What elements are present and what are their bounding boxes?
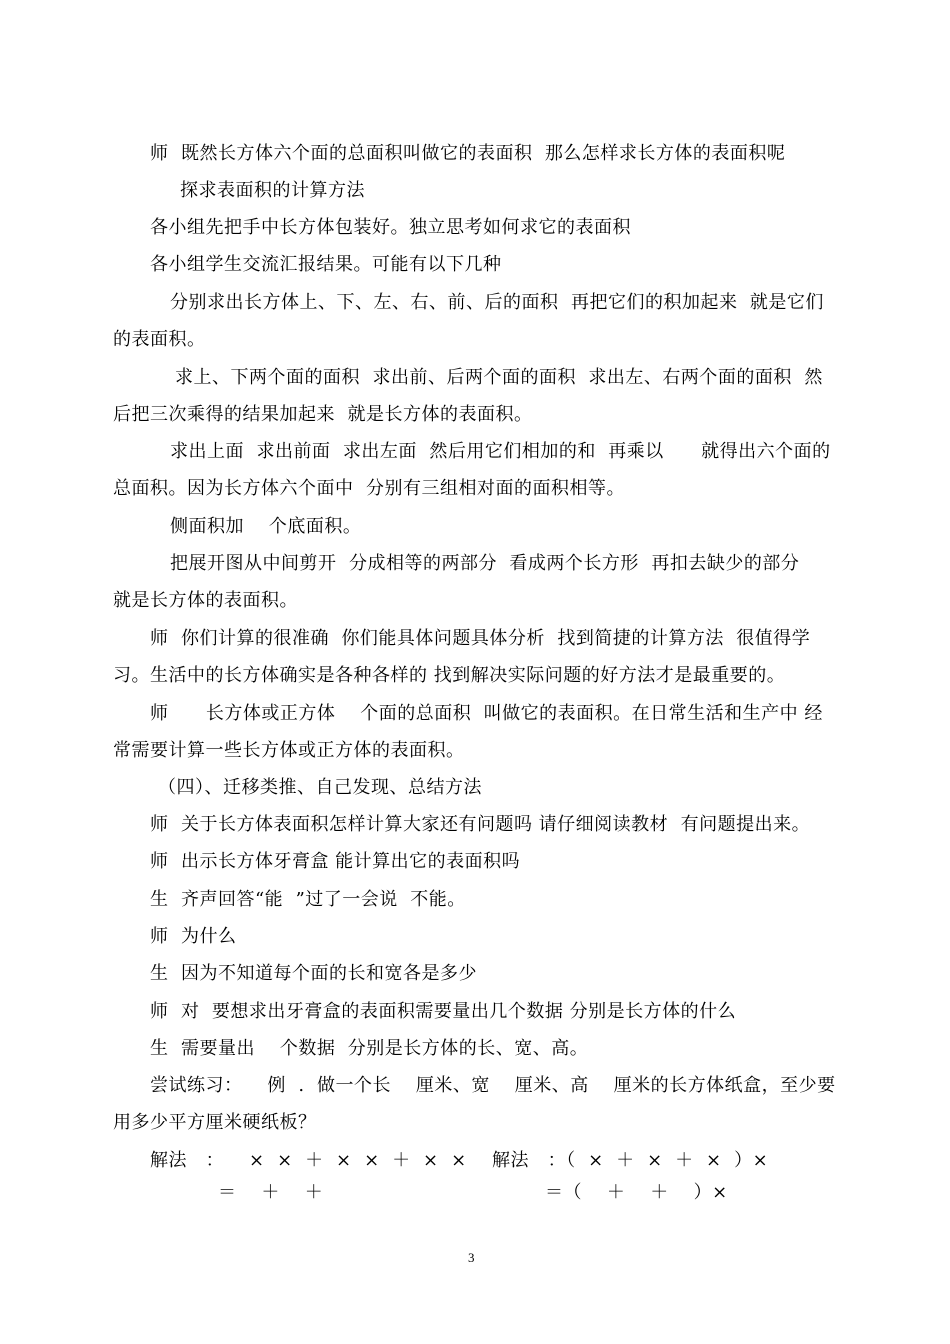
paragraph-line: 常需要计算一些长方体或正方体的表面积。 — [113, 740, 465, 761]
paragraph-line: 侧面积加 个底面积。 — [170, 516, 362, 537]
paragraph-line: 后把三次乘得的结果加起来 就是长方体的表面积。 — [113, 404, 533, 425]
paragraph-line: 各小组先把手中长方体包装好。独立思考如何求它的表面积 — [150, 217, 631, 238]
paragraph-line: 就是长方体的表面积。 — [113, 590, 298, 611]
solution-2-line-2: ＝（ ＋ ＋ ）× — [545, 1182, 728, 1203]
paragraph-line: 总面积。因为长方体六个面中 分别有三组相对面的面积相等。 — [113, 478, 625, 499]
section-heading: 探求表面积的计算方法 — [180, 180, 365, 201]
page-number: 3 — [468, 1250, 475, 1265]
section-heading: （四）、迁移类推、自己发现、总结方法 — [158, 777, 482, 798]
paragraph-line: 求上、下两个面的面积 求出前、后两个面的面积 求出左、右两个面的面积 然 — [175, 367, 823, 388]
paragraph-line: 师 对 要想求出牙膏盒的表面积需要量出几个数据 分别是长方体的什么 — [150, 1001, 737, 1022]
solution-1-line-1: 解法 ： × × ＋ × × ＋ × × — [150, 1150, 467, 1171]
paragraph-line: 师 你们计算的很准确 你们能具体问题具体分析 找到简捷的计算方法 很值得学 — [150, 628, 811, 649]
paragraph-line: 尝试练习： 例 . 做一个长 厘米、宽 厘米、高 厘米的长方体纸盒，至少要 — [150, 1075, 836, 1096]
paragraph-line: 习。生活中的长方体确实是各种各样的 找到解决实际问题的好方法才是最重要的。 — [113, 665, 786, 686]
paragraph-line: 的表面积。 — [113, 329, 206, 350]
paragraph-line: 生 需要量出 个数据 分别是长方体的长、宽、高。 — [150, 1038, 589, 1059]
paragraph-line: 生 因为不知道每个面的长和宽各是多少 — [150, 963, 477, 984]
paragraph-line: 各小组学生交流汇报结果。可能有以下几种 — [150, 254, 502, 275]
solution-2-line-1: 解法 ：（ × ＋ × ＋ × ）× — [492, 1150, 769, 1171]
solution-1-line-2: ＝ ＋ ＋ — [218, 1182, 324, 1203]
paragraph-line: 用多少平方厘米硬纸板？ — [113, 1112, 317, 1133]
paragraph-line: 生 齐声回答“能 ”过了一会说 不能。 — [150, 889, 466, 910]
paragraph-line: 师 为什么 — [150, 926, 237, 947]
paragraph-line: 把展开图从中间剪开 分成相等的两部分 看成两个长方形 再扣去缺少的部分 — [170, 553, 800, 574]
paragraph-line: 分别求出长方体上、下、左、右、前、后的面积 再把它们的积加起来 就是它们 — [170, 292, 824, 313]
paragraph-line: 师 长方体或正方体 个面的总面积 叫做它的表面积。在日常生活和生产中 经 — [150, 703, 823, 724]
paragraph-line: 师 出示长方体牙膏盒 能计算出它的表面积吗 — [150, 851, 521, 872]
paragraph-line: 求出上面 求出前面 求出左面 然后用它们相加的和 再乘以 就得出六个面的 — [170, 441, 831, 462]
paragraph-line: 师 既然长方体六个面的总面积叫做它的表面积 那么怎样求长方体的表面积呢 — [150, 143, 786, 164]
paragraph-line: 师 关于长方体表面积怎样计算大家还有问题吗 请仔细阅读教材 有问题提出来。 — [150, 814, 811, 835]
